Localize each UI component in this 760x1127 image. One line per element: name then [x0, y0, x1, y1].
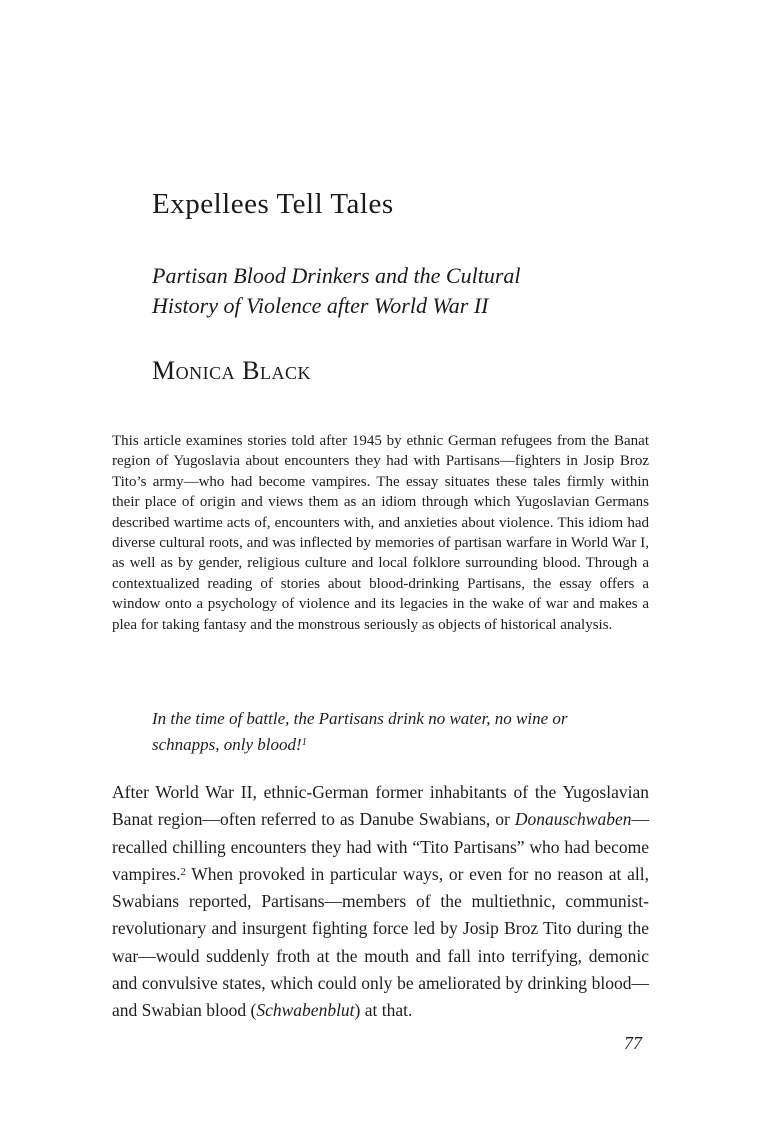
abstract-paragraph: This article examines stories told after 1945 by ethnic German refugees from the Banat region of Yugoslavia about encounters they had with Partisans—fighters in Josip Broz Tito’s army—who had become vampires. The essay situates these tales firmly within their place of origin and views them as an idiom through which Yugoslavian Germans described wartime acts of, encounters with, and anxieties about violence. This idiom had diverse cultural roots, and was inflected by memories of partisan warfare in World War I, as well as by gender, religious culture and local folklore surrounding blood. Through a contextualized reading of stories about blood-drinking Partisans, the essay offers a window onto a psychology of violence and its legacies in the wake of war and makes a plea for taking fantasy and the monstrous seriously as objects of historical analysis.	[112, 433, 649, 633]
page-number: 77	[624, 1033, 642, 1053]
epigraph-line-2: schnapps, only blood!$^1$	[152, 735, 307, 754]
author-name: Monica Black	[152, 356, 311, 385]
subtitle-line-2: History of Violence after World War II	[152, 293, 489, 318]
epigraph	[152, 706, 622, 758]
article-subtitle	[152, 261, 521, 321]
body-paragraph: After World War II, ethnic-German former inhabitants of the Yugoslavian Banat region—often referred to as Danube Swabians, or Donauschwaben—recalled chilling encounters they had with “Tito Partisans” who had become vampires.$^2$ When provoked in particular ways, or even for no reason at all, Swabians reported, Partisans—members of the multiethnic, communist-revolutionary and insurgent fighting force led by Josip Broz Tito during the war—would suddenly froth at the mouth and fall into terrifying, demonic and convulsive states, which could only be ameliorated by drinking blood—and Swabian blood (Schwabenblut) at that.	[112, 782, 649, 1021]
subtitle-line-1: Partisan Blood Drinkers and the Cultural	[152, 263, 521, 288]
epigraph-line-1: In the time of battle, the Partisans drink no water, no wine or	[152, 709, 568, 728]
article-title: Expellees Tell Tales	[152, 188, 394, 220]
